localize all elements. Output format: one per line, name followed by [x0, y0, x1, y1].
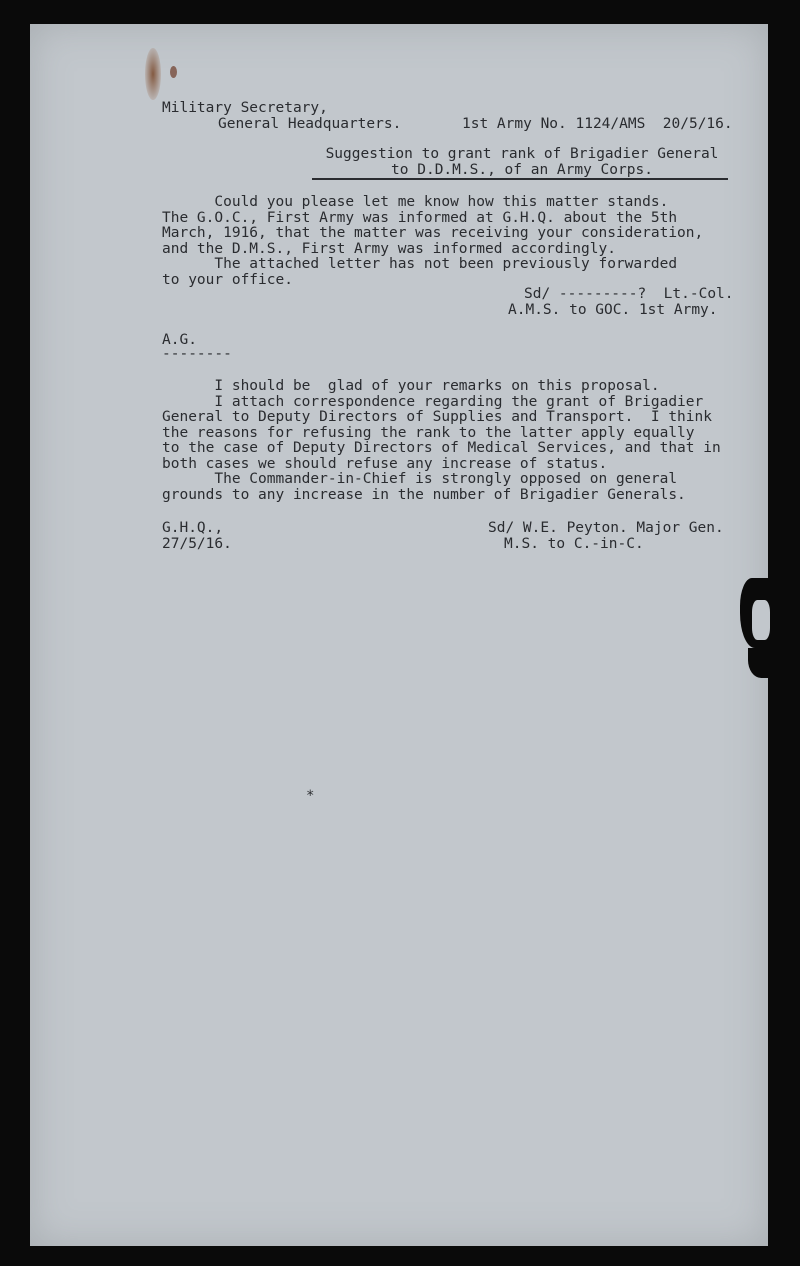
- minute-line: The Commander-in-Chief is strongly opposed on general: [162, 471, 678, 487]
- date: 27/5/16.: [162, 536, 232, 552]
- signature-1-line-2: A.M.S. to GOC. 1st Army.: [508, 302, 718, 318]
- subject-line-2: to D.D.M.S., of an Army Corps.: [391, 162, 653, 178]
- addressee-rule: --------: [162, 346, 232, 362]
- reference-number: 1st Army No. 1124/AMS 20/5/16.: [462, 116, 733, 132]
- minute-body: [162, 378, 762, 502]
- place: G.H.Q.,: [162, 520, 224, 536]
- ink-mark: *: [306, 788, 315, 804]
- letter-line: The attached letter has not been previously forwarded: [162, 256, 678, 272]
- letter-line: Could you please let me know how this matter stands.: [162, 194, 669, 210]
- minute-line: I should be glad of your remarks on this proposal.: [162, 378, 660, 394]
- minute-line: General to Deputy Directors of Supplies and Transport. I think: [162, 409, 712, 425]
- minute-line: I attach correspondence regarding the grant of Brigadier: [162, 393, 704, 410]
- signature-2-line-1: Sd/ W.E. Peyton. Major Gen.: [488, 520, 724, 536]
- minute-line: both cases we should refuse any increase of status.: [162, 455, 608, 472]
- signature-2-line-2: M.S. to C.-in-C.: [504, 536, 644, 552]
- letter-line: The G.O.C., First Army was informed at G.H.Q. about the 5th: [162, 209, 678, 226]
- subject-line-1: Suggestion to grant rank of Brigadier General: [325, 146, 719, 162]
- letter-line: to your office.: [162, 271, 293, 288]
- letter-body: [162, 194, 762, 287]
- minute-line: the reasons for refusing the rank to the latter apply equally: [162, 424, 695, 441]
- subject-underline: [312, 178, 728, 180]
- address-line-1: Military Secretary,: [162, 100, 328, 116]
- letter-line: March, 1916, that the matter was receiving your consideration,: [162, 225, 704, 241]
- minute-line: to the case of Deputy Directors of Medical Services, and that in: [162, 440, 721, 456]
- subject-block: [312, 146, 732, 178]
- addressee: A.G.: [162, 332, 197, 348]
- signature-1-line-1: Sd/ ---------? Lt.-Col.: [524, 286, 734, 302]
- address-line-2: General Headquarters.: [218, 116, 402, 132]
- minute-line: grounds to any increase in the number of Brigadier Generals.: [162, 486, 686, 503]
- letter-line: and the D.M.S., First Army was informed accordingly.: [162, 240, 616, 257]
